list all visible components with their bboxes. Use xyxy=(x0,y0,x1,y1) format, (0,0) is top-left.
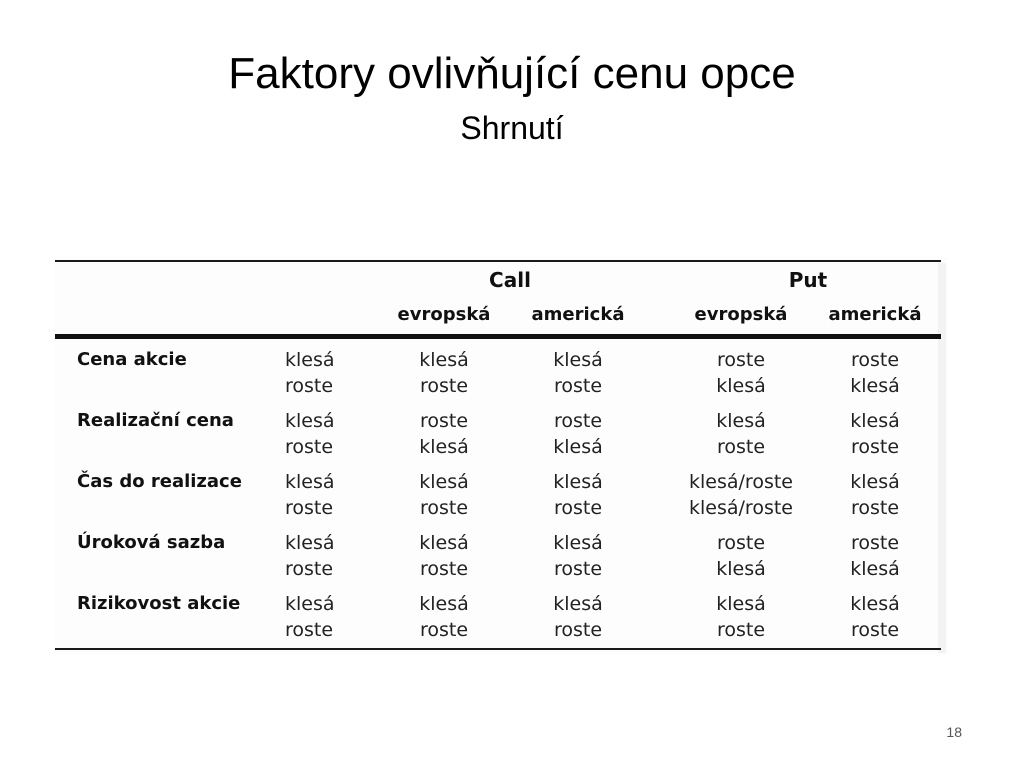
table-cell-put-am: klesá xyxy=(850,558,900,580)
column-header-call-european: evropská xyxy=(397,304,491,325)
table-cell-put-eu: klesá/roste xyxy=(689,471,793,493)
table-cell-put-am: roste xyxy=(850,436,900,458)
table-cell-put-am: klesá xyxy=(850,375,900,397)
group-header-put: Put xyxy=(788,268,828,292)
table-cell-put-eu: klesá xyxy=(716,558,766,580)
row-direction-value: klesá xyxy=(285,471,335,493)
table-cell-call-am: klesá xyxy=(553,532,603,554)
row-factor-label: Cena akcie xyxy=(77,349,187,370)
column-header-call-american: americká xyxy=(531,304,625,325)
table-cell-call-eu: klesá xyxy=(419,349,469,371)
table-cell-call-am: klesá xyxy=(553,436,603,458)
table-cell-put-eu: klesá xyxy=(716,593,766,615)
table-cell-put-am: roste xyxy=(850,349,900,371)
row-factor-label: Úroková sazba xyxy=(77,532,226,553)
row-direction-value: klesá xyxy=(285,349,335,371)
table-cell-call-am: roste xyxy=(553,619,603,641)
table-cell-put-eu: klesá xyxy=(716,410,766,432)
table-cell-put-eu: roste xyxy=(716,619,766,641)
table-cell-call-eu: roste xyxy=(419,410,469,432)
table-cell-put-eu: roste xyxy=(716,349,766,371)
table-cell-put-am: roste xyxy=(850,497,900,519)
row-direction-value: klesá xyxy=(285,593,335,615)
row-factor-label: Čas do realizace xyxy=(77,471,242,492)
table-cell-call-am: roste xyxy=(553,410,603,432)
table-cell-call-am: roste xyxy=(553,558,603,580)
slide-title: Faktory ovlivňující cenu opce xyxy=(228,49,796,98)
row-direction-value: klesá xyxy=(285,410,335,432)
row-direction-value: roste xyxy=(285,497,334,519)
table-cell-call-am: roste xyxy=(553,497,603,519)
table-header-rule xyxy=(55,334,941,339)
slide-subtitle: Shrnutí xyxy=(460,110,564,146)
column-header-put-european: evropská xyxy=(694,304,788,325)
table-cell-put-eu: roste xyxy=(716,532,766,554)
scan-edge-shadow xyxy=(938,263,946,653)
table-cell-put-eu: klesá xyxy=(716,375,766,397)
row-direction-value: klesá xyxy=(285,532,335,554)
table-cell-put-am: roste xyxy=(850,619,900,641)
table-cell-call-am: klesá xyxy=(553,349,603,371)
table-cell-put-am: klesá xyxy=(850,471,900,493)
table-bottom-rule xyxy=(55,648,941,650)
row-direction-value: roste xyxy=(285,375,334,397)
row-direction-value: roste xyxy=(285,619,334,641)
row-direction-value: roste xyxy=(285,436,334,458)
table-cell-call-am: klesá xyxy=(553,593,603,615)
table-cell-put-am: roste xyxy=(850,532,900,554)
table-cell-call-eu: klesá xyxy=(419,593,469,615)
table-cell-call-eu: klesá xyxy=(419,471,469,493)
group-header-call: Call xyxy=(489,268,531,292)
table-cell-call-eu: klesá xyxy=(419,532,469,554)
table-cell-put-eu: roste xyxy=(716,436,766,458)
table-cell-call-am: klesá xyxy=(553,471,603,493)
table-cell-call-eu: roste xyxy=(419,497,469,519)
table-cell-put-am: klesá xyxy=(850,593,900,615)
table-cell-call-eu: roste xyxy=(419,619,469,641)
row-direction-value: roste xyxy=(285,558,334,580)
table-cell-call-am: roste xyxy=(553,375,603,397)
table-cell-put-am: klesá xyxy=(850,410,900,432)
column-header-put-american: americká xyxy=(828,304,922,325)
row-factor-label: Realizační cena xyxy=(77,410,234,431)
row-factor-label: Rizikovost akcie xyxy=(77,593,241,614)
table-cell-call-eu: roste xyxy=(419,375,469,397)
page-number: 18 xyxy=(946,724,962,740)
table-top-rule xyxy=(55,260,941,262)
table-cell-call-eu: roste xyxy=(419,558,469,580)
table-cell-call-eu: klesá xyxy=(419,436,469,458)
table-cell-put-eu: klesá/roste xyxy=(689,497,793,519)
